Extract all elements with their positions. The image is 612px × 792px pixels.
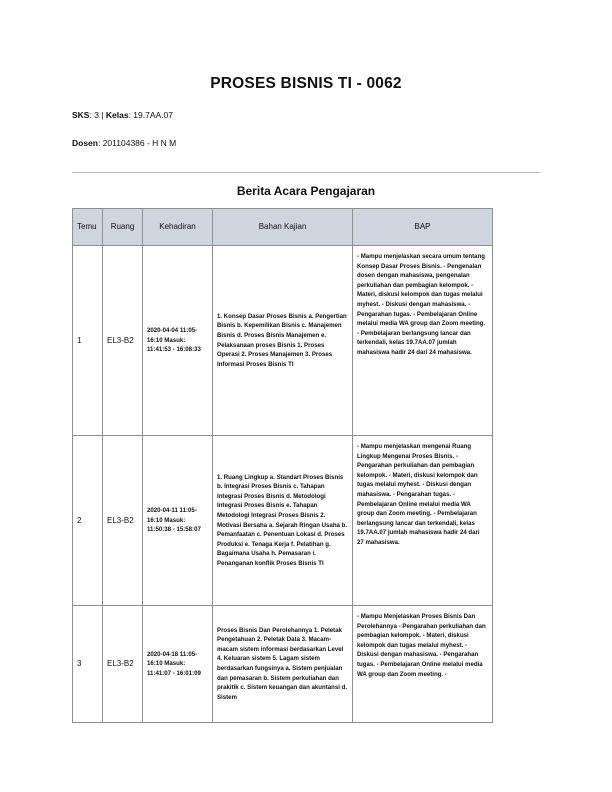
cell-bahan-kajian-text: Proses Bisnis Dan Perolehannya 1. Peletak Pengetahuan 2. Peletak Data 3. Macam-macam sistem informasi berdasarkan Level 4. Keluaran sistem 5. Lagam sistem berdasarkan fungsinya a. Sistem penjualan dan pemasaran b. Sistem perkuliahan dan prakitik c. Sistem keuangan dan akuntansi d. Sistem bbox=[217, 626, 348, 701]
section-title: Berita Acara Pengajaran bbox=[236, 184, 376, 198]
kelas-label: Kelas bbox=[105, 110, 129, 120]
cell-kehadiran: 2020-04-04 11:05-16:10 Masuk: 11:41:53 - 16:08:33 bbox=[143, 246, 213, 436]
cell-kehadiran: 2020-04-18 11:05-16:10 Masuk: 11:41:07 - 16:01:09 bbox=[143, 606, 213, 723]
cell-bahan-kajian bbox=[213, 606, 353, 723]
bap-table bbox=[72, 208, 493, 723]
cell-temu: 3 bbox=[73, 606, 103, 723]
horizontal-divider bbox=[72, 172, 540, 173]
cell-bap-text: - Mampu Menjelaskan Proses Bisnis Dan Perolehannya - Pengarahan perkuliahan dan pembagian kelompok. - Materi, diskusi kelompok dan tugas melalui myhest. - Diskusi dengan mahasiswa. - Pengarahan tugas. - Pembelajaran Online melalui media WA group dan Zoom meeting. - bbox=[357, 613, 486, 678]
course-meta-sks-kelas bbox=[72, 110, 173, 120]
sks-label: SKS bbox=[72, 110, 90, 120]
cell-bap bbox=[353, 606, 493, 723]
cell-temu: 1 bbox=[73, 246, 103, 436]
table-header-row bbox=[73, 209, 493, 246]
table-row bbox=[73, 606, 493, 723]
cell-ruang: EL3-B2 bbox=[103, 436, 143, 606]
header-ruang: Ruang bbox=[103, 209, 143, 246]
cell-bap: - Mampu menjelaskan mengenai Ruang Lingkup Mengenai Proses Bisnis. - Pengarahan perkuliahan dan pembagian kelompok. - Materi, diskusi kelompok dan tugas melalui myhest. - Diskusi dengan mahasiswa. - Pengarahan tugas. - Pembelajaran Online melalui media WA group dan Zoom meeting. - Pembelajaran berlangsung lancar dan terkendali, kelas 19.7AA.07 jumlah mahasiswa hadir 24 dari 27 mahasiswa. bbox=[353, 436, 493, 606]
cell-bap: - Mampu menjelaskan secara umum tentang Konsep Dasar Proses Bisnis. - Pengenalan dosen dengan mahasiswa, pengenalan perkuliahan dan pembagian kelompok. - Materi, diskusi kelompok dan tugas melalui myhest. - Diskusi dengan mahasiswa. - Pengarahan tugas. - Pembelajaran Online melalui media WA group dan Zoom meeting. - Pembelajaran berlangsung lancar dan terkendali, kelas 19.7AA.07 jumlah mahasiswa hadir 24 dari 24 mahasiswa. bbox=[353, 246, 493, 436]
header-bap: BAP bbox=[353, 209, 493, 246]
header-temu: Temu bbox=[73, 209, 103, 246]
table-row bbox=[73, 246, 493, 436]
cell-bahan-kajian: 1. Ruang Lingkup a. Standart Proses Bisnis b. Integrasi Proses Bisnis c. Tahapan Integrasi Proses Bisnis d. Metodologi Integrasi Proses Bisnis e. Tahapan Metodologi Integrasi Proses Bisnis 2. Motivasi Bersaha a. Sejarah Ringan Usaha b. Pemanfaatan c. Penentuan Lokasi d. Proses Produksi e. Tenaga Kerja f. Pelatihan g. Bagaimana Usaha h. Pemasaran i. Penanganan konflik Proses Bisnis TI bbox=[213, 436, 353, 606]
kelas-value: : 19.7AA.07 bbox=[128, 110, 173, 120]
header-kehadiran: Kehadiran bbox=[143, 209, 213, 246]
cell-bahan-kajian: 1. Konsep Dasar Proses Bisnis a. Pengertian Bisnis b. Kepemilikan Bisnis c. Manajemen Bisnis d. Proses Bisnis Manajemen e. Pelaksanaan proses Bisnis 1. Proses Operasi 2. Proses Manajemen 3. Proses Informasi Proses Bisnis TI bbox=[213, 246, 353, 436]
cell-ruang: EL3-B2 bbox=[103, 246, 143, 436]
cell-ruang: EL3-B2 bbox=[103, 606, 143, 723]
course-meta-dosen bbox=[72, 138, 176, 148]
table-row bbox=[73, 436, 493, 606]
course-title: PROSES BISNIS TI - 0062 bbox=[210, 75, 402, 92]
cell-temu: 2 bbox=[73, 436, 103, 606]
dosen-value: : 201104386 - H N M bbox=[97, 138, 177, 148]
dosen-label: Dosen bbox=[72, 138, 98, 148]
cell-kehadiran: 2020-04-11 11:05-16:10 Masuk: 11:50:38 - 15:58:07 bbox=[143, 436, 213, 606]
sks-value: : 3 | bbox=[89, 110, 106, 120]
header-bahan-kajian: Bahan Kajian bbox=[213, 209, 353, 246]
